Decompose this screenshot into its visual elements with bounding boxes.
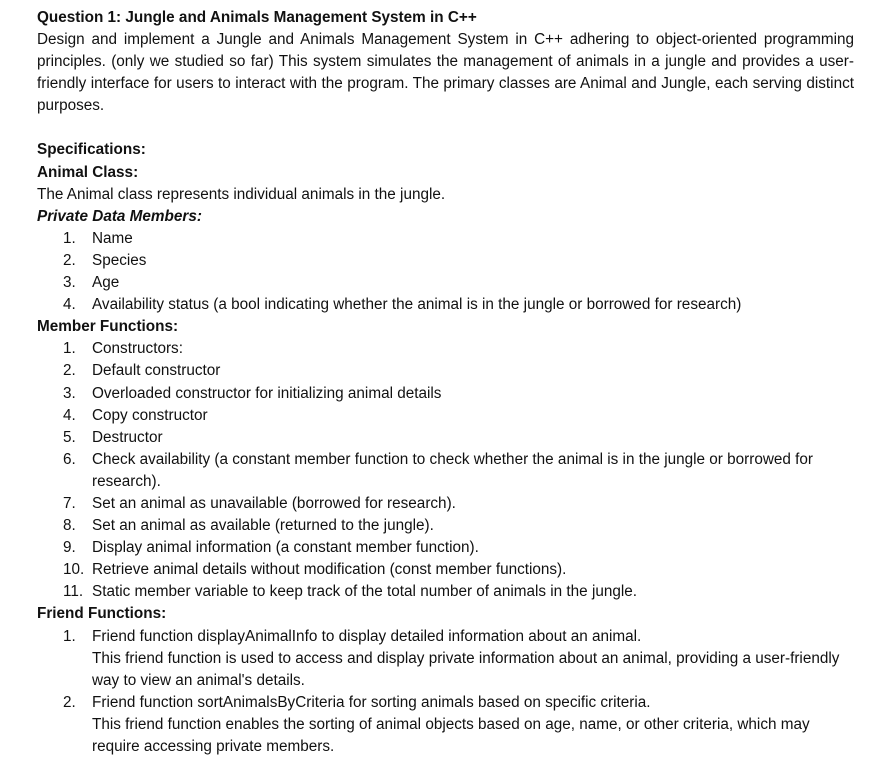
animal-class-heading: Animal Class: [37, 163, 139, 181]
list-text: Friend function sortAnimalsByCriteria for sorting animals based on specific criteria. [92, 693, 651, 711]
list-item [37, 405, 854, 427]
list-text: Overloaded constructor for initializing animal details [92, 384, 442, 402]
list-item [37, 493, 854, 515]
list-item [37, 515, 854, 537]
list-item [37, 559, 854, 581]
question-title: Question 1: Jungle and Animals Management System in C++ [37, 9, 477, 26]
list-text: Species [92, 251, 147, 269]
list-number: 8. [63, 517, 76, 535]
list-text: Name [92, 229, 133, 247]
list-number: 4. [63, 406, 76, 424]
list-item [37, 383, 854, 405]
member-functions-heading: Member Functions: [37, 318, 179, 336]
specifications-heading: Specifications: [37, 141, 146, 159]
list-number: 10. [63, 561, 85, 579]
list-text: Check availability (a constant member function to check whether the animal is in the jungle or borrowed for research). [92, 450, 814, 490]
list-number: 1. [63, 627, 76, 645]
list-item [37, 338, 854, 360]
list-number: 5. [63, 428, 76, 446]
list-item [37, 692, 854, 758]
paragraph-spacer [37, 117, 854, 139]
private-members-heading: Private Data Members: [37, 207, 202, 225]
list-text: Constructors: [92, 340, 183, 358]
list-text: Default constructor [92, 362, 221, 380]
list-number: 2. [63, 362, 76, 380]
list-text: Display animal information (a constant member function). [92, 539, 479, 557]
list-number: 9. [63, 539, 76, 557]
animal-class-description: The Animal class represents individual animals in the jungle. [37, 185, 446, 203]
list-item [37, 626, 854, 692]
list-number: 1. [63, 229, 76, 247]
list-text: Destructor [92, 428, 163, 446]
list-text: Set an animal as unavailable (borrowed for research). [92, 494, 456, 512]
list-number: 6. [63, 450, 76, 468]
list-number: 1. [63, 340, 76, 358]
list-number: 3. [63, 274, 76, 292]
list-item [37, 581, 854, 603]
list-number: 2. [63, 251, 76, 269]
list-item [37, 294, 854, 316]
list-number: 11. [63, 583, 84, 601]
list-text: Age [92, 274, 120, 292]
list-content [92, 626, 854, 692]
list-text: Availability status (a bool indicating whether the animal is in the jungle or borrowed for research) [92, 296, 742, 314]
list-text: Retrieve animal details without modification (const member functions). [92, 561, 567, 579]
list-item [37, 228, 854, 250]
list-number: 7. [63, 494, 76, 512]
list-item [37, 250, 854, 272]
list-text: Friend function displayAnimalInfo to display detailed information about an animal. [92, 627, 642, 645]
list-item [37, 360, 854, 382]
list-content [92, 692, 854, 758]
list-item [37, 449, 854, 493]
list-number: 4. [63, 296, 76, 314]
member-functions-list [37, 338, 854, 603]
list-text: Set an animal as available (returned to the jungle). [92, 517, 434, 535]
list-description: This friend function enables the sorting of animal objects based on age, name, or other criteria, which may require accessing private members. [92, 715, 810, 755]
friend-functions-heading: Friend Functions: [37, 605, 167, 623]
list-description: This friend function is used to access and display private information about an animal, providing a user-friendly way to view an animal's details. [92, 649, 840, 689]
list-item [37, 427, 854, 449]
list-number: 3. [63, 384, 76, 402]
list-text: Static member variable to keep track of the total number of animals in the jungle. [92, 583, 638, 601]
list-text: Copy constructor [92, 406, 208, 424]
friend-functions-list [37, 626, 854, 759]
list-number: 2. [63, 693, 76, 711]
intro-paragraph: Design and implement a Jungle and Animals Management System in C++ adhering to object-oriented programming principles. (only we studied so far) This system simulates the management of animals in a jungle and provides a user-friendly interface for users to interact with the program. The primary classes are Animal and Jungle, each serving distinct purposes. [37, 31, 854, 115]
list-item [37, 537, 854, 559]
private-members-list [37, 228, 854, 316]
list-item [37, 272, 854, 294]
